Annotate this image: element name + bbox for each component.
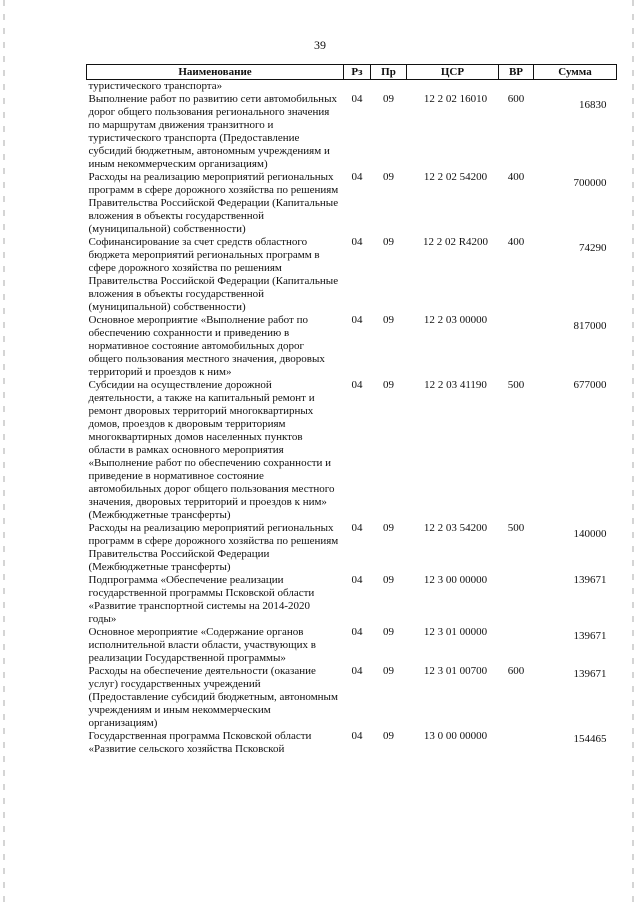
row-rz: 04 (351, 626, 363, 638)
row-rz: 04 (351, 171, 363, 183)
scan-edge-right (632, 0, 634, 905)
table-row (87, 574, 617, 626)
row-csr: 12 2 02 R4200 (422, 236, 489, 248)
row-sum: 700000 (573, 177, 607, 189)
row-rz: 04 (351, 379, 363, 391)
row-rz: 04 (351, 574, 363, 586)
row-csr: 12 2 02 16010 (423, 93, 488, 105)
row-name: туристического транспорта» (88, 80, 223, 92)
row-rz (344, 80, 371, 94)
table-row (87, 93, 617, 171)
row-name: Государственная программа Псковской области «Развитие сельского хозяйства Псковской (88, 730, 312, 755)
row-pr: 09 (383, 379, 394, 391)
header-vr: ВР (499, 65, 534, 80)
scan-edge-left (3, 0, 5, 905)
row-sum (534, 80, 617, 94)
row-rz: 04 (351, 730, 363, 742)
row-pr (371, 80, 407, 94)
table-row (87, 314, 617, 379)
row-sum: 139671 (573, 668, 607, 680)
row-csr: 12 2 02 54200 (423, 171, 488, 183)
row-vr: 500 (507, 522, 525, 534)
row-vr (499, 626, 534, 665)
row-vr (499, 574, 534, 626)
table-row (87, 730, 617, 756)
row-name: Подпрограмма «Обеспечение реализации государственной программы Псковской области «Развитие транспортной системы на 2014-2020 годы» (88, 574, 315, 625)
row-sum: 154465 (573, 733, 607, 745)
row-csr: 12 3 01 00700 (423, 665, 488, 677)
row-vr (499, 730, 534, 756)
row-name: Основное мероприятие «Содержание органов исполнительной власти области, участвующих в реализации Государственной программы» (88, 626, 316, 664)
row-sum: 74290 (579, 242, 607, 254)
row-pr: 09 (383, 93, 394, 105)
table-row (87, 626, 617, 665)
table-row (87, 522, 617, 574)
row-rz: 04 (351, 522, 363, 534)
row-pr: 09 (383, 626, 394, 638)
row-sum: 139671 (573, 630, 607, 642)
header-csr: ЦСР (407, 65, 499, 80)
row-name: Софинансирование за счет средств областного бюджета мероприятий региональных программ в сфере дорожного хозяйства по решениям Правительства Российской Федерации (Капитальные вложения в объекты государственной (муниципальной) собственности) (88, 236, 339, 313)
row-csr: 12 2 03 41190 (424, 379, 487, 391)
row-rz: 04 (351, 314, 363, 326)
table-header-row (87, 65, 617, 80)
row-sum: 139671 (573, 574, 607, 586)
table-row (87, 236, 617, 314)
table-row (87, 171, 617, 236)
row-csr: 12 2 03 54200 (423, 522, 488, 534)
row-rz: 04 (351, 236, 363, 248)
row-sum: 16830 (579, 99, 607, 111)
row-pr: 09 (383, 522, 394, 534)
row-sum: 817000 (573, 320, 607, 332)
row-pr: 09 (383, 730, 394, 742)
header-sum: Сумма (534, 65, 617, 80)
header-rz: Рз (344, 65, 371, 80)
row-sum: 140000 (573, 528, 607, 540)
row-vr (499, 314, 534, 379)
row-pr: 09 (383, 236, 394, 248)
row-name: Расходы на обеспечение деятельности (оказание услуг) государственных учреждений (Предоставление субсидий бюджетным, автономным учреждениям и иным некоммерческим организациям) (88, 665, 338, 729)
header-name: Наименование (87, 65, 344, 80)
row-pr: 09 (383, 665, 394, 677)
row-pr: 09 (383, 171, 394, 183)
table-row (87, 665, 617, 730)
row-rz: 04 (351, 93, 363, 105)
row-vr: 400 (507, 171, 525, 183)
budget-table (86, 64, 617, 756)
row-vr: 600 (507, 665, 525, 677)
row-pr: 09 (383, 314, 394, 326)
header-pr: Пр (371, 65, 407, 80)
row-sum: 677000 (573, 379, 607, 391)
row-vr: 600 (507, 93, 525, 105)
row-rz: 04 (351, 665, 363, 677)
row-name: Субсидии на осуществление дорожной деятельности, а также на капитальный ремонт и ремонт дворовых территорий многоквартирных домов, проездов к дворовым территориям многоквартирных домов населенных пунктов области в рамках основного мероприятия «Выполнение работ по обеспечению сохранности и приведение в нормативное состояние автомобильных дорог общего пользования местного значения, дворовых территорий и проездов к ним» (Межбюджетные трансферты) (88, 379, 335, 521)
row-csr: 12 2 03 00000 (423, 314, 488, 326)
row-name: Расходы на реализацию мероприятий региональных программ в сфере дорожного хозяйства по решениям Правительства Российской Федерации (Капитальные вложения в объекты государственной (муниципальной) собственности) (88, 171, 339, 235)
row-vr (499, 80, 534, 94)
row-pr: 09 (383, 574, 394, 586)
row-name: Основное мероприятие «Выполнение работ по обеспечению сохранности и приведению в нормативное состояние автомобильных дорог общего пользования местного значения, дворовых территорий и проездов к ним» (88, 314, 325, 378)
row-csr: 12 3 01 00000 (423, 626, 488, 638)
row-name: Расходы на реализацию мероприятий региональных программ в сфере дорожного хозяйства по решениям Правительства Российской Федерации (Межбюджетные трансферты) (88, 522, 339, 573)
row-vr: 400 (507, 236, 525, 248)
row-csr (407, 80, 499, 94)
table-row (87, 80, 617, 94)
row-name: Выполнение работ по развитию сети автомобильных дорог общего пользования регионального значения по маршрутам движения транзитного и туристического транспорта (Предоставление субсидий бюджетным, автономным учреждениям и иным некоммерческим организациям) (88, 93, 337, 170)
row-vr: 500 (507, 379, 525, 391)
row-csr: 13 0 00 00000 (423, 730, 488, 742)
page-number: 39 (314, 38, 326, 52)
table-row (87, 379, 617, 522)
row-csr: 12 3 00 00000 (423, 574, 488, 586)
